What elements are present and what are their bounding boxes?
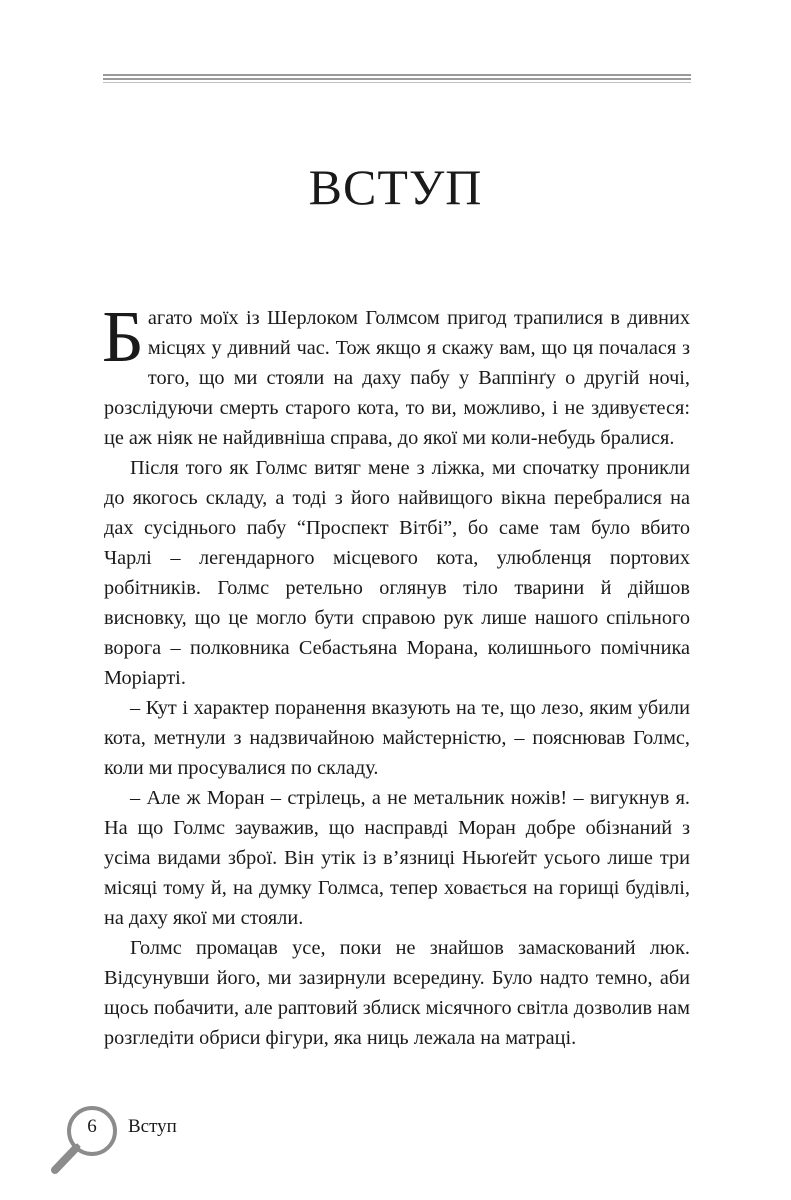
paragraph-text: агато моїх із Шерлоком Голмсом пригод трапилися в дивних місцях у дивний час. Тож якщо я скажу вам, що ця почалася з того, що ми стояли на даху пабу у Ваппінґу о другій ночі, розслідуючи смерть старого кота, то ви, можливо, і не здивуєтеся: це аж ніяк не найдивніша справа, до якої ми коли-небудь бралися. (104, 307, 690, 449)
running-head: Вступ (128, 1116, 177, 1137)
chapter-title: ВСТУП (308, 159, 483, 215)
paragraph: Голмс промацав усе, поки не знайшов замаскований люк. Відсунувши його, ми зазирнули всередину. Було надто темно, аби щось побачити, але раптовий зблиск місячного світла дозволив нам розгледіти обриси фігури, яка ниць лежала на матраці. (104, 937, 690, 1049)
paragraph: – Кут і характер поранення вказують на те, що лезо, яким убили кота, метнули з надзвичайною майстерністю, – пояснював Голмс, коли ми просувалися по складу. (104, 697, 690, 779)
paragraph: – Але ж Моран – стрілець, а не метальник ножів! – вигукнув я. На що Голмс зауважив, що насправді Моран добре обізнаний з усіма видами зброї. Він утік із в’язниці Ньюґейт усього лише три місяці тому й, на думку Голмса, тепер ховається на горищі будівлі, на даху якої ми стояли. (104, 787, 690, 929)
paragraph: Після того як Голмс витяг мене з ліжка, ми спочатку проникли до якогось складу, а тоді з його найвищого вікна перебралися на дах сусіднього пабу “Проспект Вітбі”, бо саме там було вбито Чарлі – легендарного місцевого кота, улюбленця портових робітників. Голмс ретельно оглянув тіло тварини й дійшов висновку, що це могло бути справою рук лише нашого спільного ворога – полковника Себастьяна Морана, колишнього помічника Моріарті. (104, 457, 690, 689)
chapter-body (102, 296, 690, 1053)
header-rule-line (103, 82, 691, 83)
drop-cap: Б (102, 296, 144, 377)
page-footer (46, 1106, 346, 1176)
header-rule-line (103, 78, 691, 80)
paragraph (102, 296, 690, 453)
header-rule (103, 74, 691, 82)
header-rule-line (103, 74, 691, 76)
page-number: 6 (87, 1116, 97, 1137)
